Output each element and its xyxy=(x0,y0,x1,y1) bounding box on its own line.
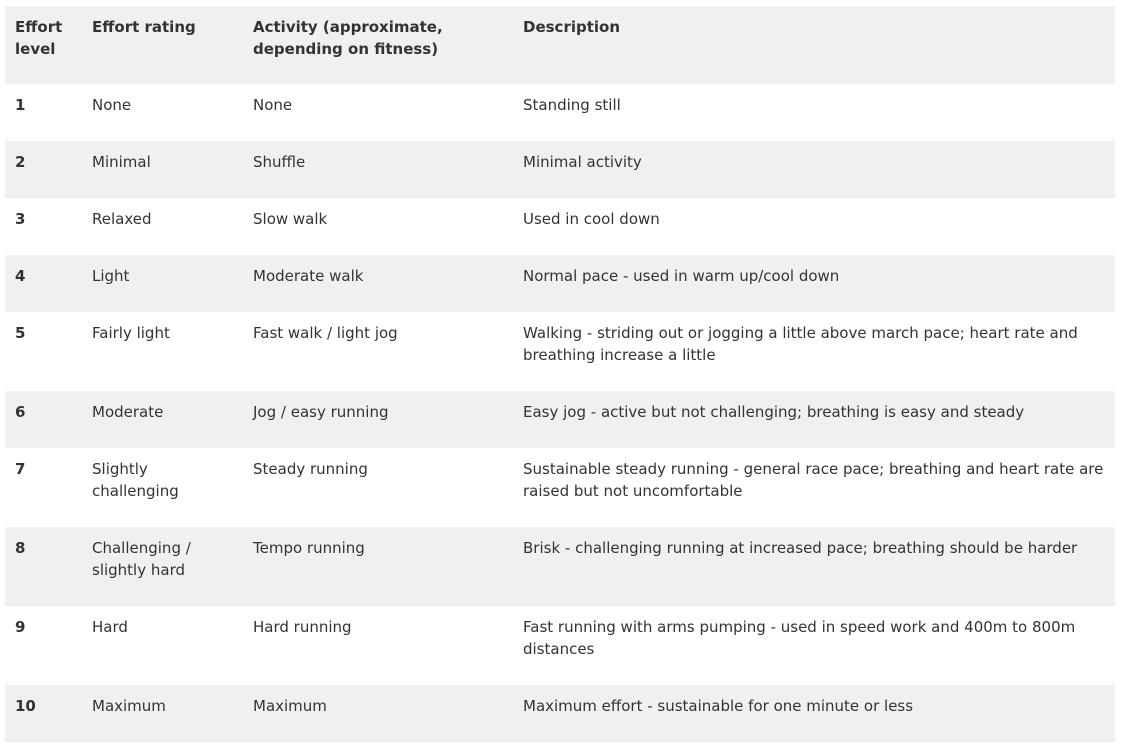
table-row xyxy=(5,391,1115,448)
effort-level-cell: 1 xyxy=(15,96,26,114)
effort-level-cell: 6 xyxy=(15,403,26,421)
description-cell: Normal pace - used in warm up/cool down xyxy=(523,267,840,285)
table-header-row xyxy=(5,6,1115,84)
effort-level-cell: 2 xyxy=(15,153,26,171)
table-row xyxy=(5,84,1115,141)
activity-cell: Moderate walk xyxy=(253,267,364,285)
table-row xyxy=(5,448,1115,527)
effort-rating-cell: Minimal xyxy=(92,153,151,171)
table-row xyxy=(5,255,1115,312)
effort-scale-table xyxy=(5,6,1115,742)
activity-cell: Hard running xyxy=(253,618,352,636)
description-cell: Brisk - challenging running at increased pace; breathing should be harder xyxy=(523,539,1078,557)
table-row xyxy=(5,685,1115,742)
header-description: Description xyxy=(523,18,621,36)
description-cell: Minimal activity xyxy=(523,153,642,171)
table-row xyxy=(5,527,1115,606)
effort-rating-cell: Moderate xyxy=(92,403,164,421)
activity-cell: Fast walk / light jog xyxy=(253,324,398,342)
effort-level-cell: 9 xyxy=(15,618,26,636)
effort-level-cell: 7 xyxy=(15,460,26,478)
table-row xyxy=(5,606,1115,685)
activity-cell: Tempo running xyxy=(253,539,365,557)
description-cell: Walking - striding out or jogging a little above march pace; heart rate and breathing increase a little xyxy=(523,324,1078,364)
description-cell: Easy jog - active but not challenging; breathing is easy and steady xyxy=(523,403,1025,421)
activity-cell: None xyxy=(253,96,293,114)
effort-rating-cell: None xyxy=(92,96,132,114)
table-row xyxy=(5,141,1115,198)
effort-rating-cell: Slightly challenging xyxy=(92,460,179,500)
effort-rating-cell: Maximum xyxy=(92,697,166,715)
effort-rating-cell: Light xyxy=(92,267,130,285)
activity-cell: Shuffle xyxy=(253,153,306,171)
activity-cell: Maximum xyxy=(253,697,327,715)
header-activity: Activity (approximate, depending on fitness) xyxy=(253,18,443,58)
effort-table-container xyxy=(5,6,1115,742)
header-effort-level: Effort level xyxy=(15,18,63,58)
description-cell: Maximum effort - sustainable for one minute or less xyxy=(523,697,914,715)
activity-cell: Slow walk xyxy=(253,210,328,228)
description-cell: Fast running with arms pumping - used in speed work and 400m to 800m distances xyxy=(523,618,1076,658)
effort-rating-cell: Challenging / slightly hard xyxy=(92,539,191,579)
effort-level-cell: 10 xyxy=(15,697,36,715)
effort-level-cell: 5 xyxy=(15,324,26,342)
header-effort-rating: Effort rating xyxy=(92,18,196,36)
activity-cell: Steady running xyxy=(253,460,368,478)
description-cell: Standing still xyxy=(523,96,621,114)
description-cell: Used in cool down xyxy=(523,210,660,228)
table-row xyxy=(5,312,1115,391)
effort-level-cell: 3 xyxy=(15,210,26,228)
description-cell: Sustainable steady running - general race pace; breathing and heart rate are raised but not uncomfortable xyxy=(523,460,1104,500)
effort-rating-cell: Relaxed xyxy=(92,210,152,228)
table-row xyxy=(5,198,1115,255)
effort-rating-cell: Hard xyxy=(92,618,128,636)
effort-rating-cell: Fairly light xyxy=(92,324,170,342)
effort-level-cell: 4 xyxy=(15,267,26,285)
effort-level-cell: 8 xyxy=(15,539,26,557)
activity-cell: Jog / easy running xyxy=(253,403,389,421)
